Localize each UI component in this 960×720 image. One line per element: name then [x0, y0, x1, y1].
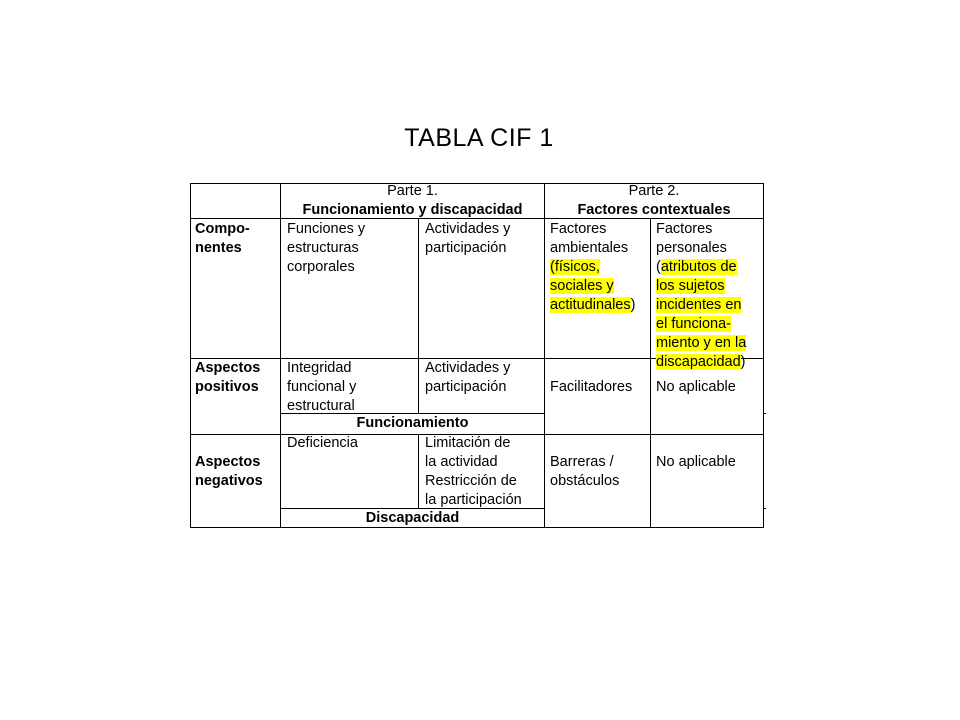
componentes-label-line: Compo- [195, 221, 250, 237]
componentes-label [195, 220, 250, 258]
opening-paren: ( [656, 259, 661, 275]
cell-line: estructural [287, 398, 355, 414]
actividades-positivas-cell [425, 359, 510, 397]
border-tick [763, 413, 766, 414]
positivos-label-line: positivos [195, 379, 259, 395]
factores-personales-cell [656, 220, 746, 372]
cell-line: Limitación de [425, 435, 511, 451]
highlighted-text: incidentes en [656, 297, 742, 313]
no-aplicable-negativos-cell: No aplicable [656, 454, 736, 470]
highlighted-text: el funciona- [656, 316, 731, 332]
cell-line: Restricción de [425, 473, 517, 489]
table-border-right [763, 183, 764, 528]
cell-line: participación [425, 379, 507, 395]
integridad-cell [287, 359, 356, 416]
cell-line: la participación [425, 492, 522, 508]
part2-heading [545, 182, 763, 220]
part1-title: Funcionamiento y discapacidad [302, 202, 523, 218]
col-divider-3 [544, 183, 545, 528]
discapacidad-summary: Discapacidad [365, 510, 460, 526]
cell-line: Factores [656, 221, 713, 237]
part2-number: Parte 2. [628, 183, 680, 199]
aspectos-positivos-label [195, 359, 260, 397]
closing-paren: ) [740, 354, 746, 370]
col-divider-4 [650, 218, 651, 528]
cell-line: Funciones y [287, 221, 366, 237]
part2-title: Factores contextuales [577, 202, 731, 218]
cell-line: obstáculos [550, 473, 620, 489]
highlighted-text: atributos de [660, 259, 737, 275]
deficiencia-cell: Deficiencia [287, 435, 358, 451]
highlighted-text: miento y en la [656, 335, 747, 351]
cell-line: ambientales [550, 240, 629, 256]
part1-number: Parte 1. [387, 183, 438, 199]
positivos-label-line: Aspectos [195, 360, 261, 376]
cell-line: corporales [287, 259, 355, 275]
barreras-cell [550, 453, 619, 491]
cell-line: Integridad [287, 360, 352, 376]
no-aplicable-positivos-cell: No aplicable [656, 379, 736, 395]
actividades-cell [425, 220, 510, 258]
negativos-label-line: negativos [195, 473, 263, 489]
funcionamiento-summary: Funcionamiento [356, 415, 469, 431]
cell-line: Actividades y [425, 221, 511, 237]
cell-line: Factores [550, 221, 607, 237]
cell-line: personales [656, 240, 727, 256]
part1-heading [281, 182, 544, 220]
page-title: TABLA CIF 1 [404, 124, 554, 152]
cell-line: participación [425, 240, 507, 256]
border-tick [763, 508, 766, 509]
aspectos-negativos-label [195, 453, 263, 491]
highlighted-text: sociales y [550, 278, 614, 294]
componentes-label-line: nentes [195, 240, 242, 256]
col-divider-2a [418, 218, 419, 414]
highlighted-text: discapacidad [656, 354, 741, 370]
table-border-left [190, 183, 191, 528]
facilitadores-cell: Facilitadores [550, 379, 633, 395]
cell-line: la actividad [425, 454, 498, 470]
cell-line: Barreras / [550, 454, 614, 470]
col-divider-1 [280, 183, 281, 528]
cell-line: funcional y [287, 379, 357, 395]
cell-line: estructuras [287, 240, 359, 256]
cell-line: Actividades y [425, 360, 511, 376]
factores-ambientales-cell [550, 220, 635, 315]
closing-paren: ) [630, 297, 636, 313]
negativos-label-line: Aspectos [195, 454, 261, 470]
highlighted-text: actitudinales [550, 297, 631, 313]
funciones-cell [287, 220, 365, 277]
highlighted-text: (físicos, [550, 259, 600, 275]
highlighted-text: los sujetos [656, 278, 725, 294]
col-divider-2b [418, 434, 419, 509]
limitacion-cell [425, 434, 522, 510]
